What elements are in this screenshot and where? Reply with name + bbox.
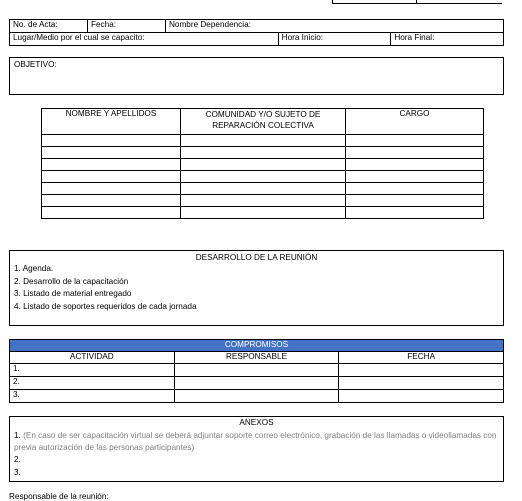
compromiso-actividad-cell[interactable]: 3. [10, 390, 175, 403]
anexos-item-3[interactable]: 3. [14, 468, 21, 477]
responsable-label: Responsable de la reunión: [9, 492, 109, 501]
attendee-row [42, 195, 484, 207]
col-actividad-header: ACTIVIDAD [10, 352, 175, 364]
dependencia-field[interactable]: Nombre Dependencia: [166, 20, 504, 33]
attendee-nombre-cell[interactable] [42, 147, 181, 159]
anexos-item-1-number: 1. [14, 431, 21, 440]
attendees-table [41, 108, 484, 219]
attendee-comunidad-cell[interactable] [181, 195, 346, 207]
desarrollo-item: 4. Listado de soportes requeridos de cada jornada [14, 302, 197, 311]
anexos-title: ANEXOS [239, 418, 274, 427]
attendee-cargo-cell[interactable] [346, 195, 484, 207]
attendee-cargo-cell[interactable] [346, 147, 484, 159]
attendee-comunidad-cell[interactable] [181, 207, 346, 219]
compromiso-responsable-cell[interactable] [174, 364, 339, 377]
desarrollo-box [9, 250, 504, 326]
compromiso-responsable-cell[interactable] [174, 377, 339, 390]
anexos-item-1[interactable] [14, 430, 500, 454]
anexos-box [9, 416, 504, 482]
attendee-nombre-cell[interactable] [42, 135, 181, 147]
desarrollo-item: 1. Agenda. [14, 264, 54, 273]
attendee-nombre-cell[interactable] [42, 159, 181, 171]
col-comunidad-header: COMUNIDAD Y/O SUJETO DE REPARACIÓN COLECTIVA [181, 109, 346, 135]
attendee-row [42, 183, 484, 195]
col-nombre-header: NOMBRE Y APELLIDOS [42, 109, 181, 135]
attendee-row [42, 171, 484, 183]
attendee-comunidad-cell[interactable] [181, 135, 346, 147]
compromiso-fecha-cell[interactable] [339, 364, 504, 377]
acta-field[interactable]: No. de Acta: [10, 20, 88, 33]
compromiso-responsable-cell[interactable] [174, 390, 339, 403]
objetivo-label: OBJETIVO: [14, 60, 57, 69]
hora-final-field[interactable]: Hora Final: [391, 33, 504, 46]
objetivo-box[interactable] [9, 57, 504, 95]
attendee-cargo-cell[interactable] [346, 171, 484, 183]
attendee-cargo-cell[interactable] [346, 207, 484, 219]
attendee-comunidad-cell[interactable] [181, 183, 346, 195]
attendee-row [42, 207, 484, 219]
attendee-comunidad-cell[interactable] [181, 159, 346, 171]
attendee-rows [42, 135, 484, 219]
lugar-field[interactable]: Lugar/Medio por el cual se capacito: [10, 33, 279, 46]
compromisos-title: COMPROMISOS [10, 340, 504, 352]
col-cargo-header: CARGO [346, 109, 484, 135]
desarrollo-title: DESARROLLO DE LA REUNIÓN [195, 253, 318, 262]
desarrollo-item: 2. Desarrollo de la capacitación [14, 277, 129, 286]
attendee-comunidad-cell[interactable] [181, 171, 346, 183]
compromiso-actividad-cell[interactable]: 1. [10, 364, 175, 377]
attendee-nombre-cell[interactable] [42, 171, 181, 183]
desarrollo-item: 3. Listado de material entregado [14, 289, 132, 298]
fecha-field[interactable]: Fecha: [88, 20, 166, 33]
top-border-fragment [332, 0, 416, 4]
col-responsable-header: RESPONSABLE [174, 352, 339, 364]
anexos-item-2[interactable]: 2. [14, 455, 21, 464]
attendee-cargo-cell[interactable] [346, 159, 484, 171]
attendee-row [42, 135, 484, 147]
compromisos-table [9, 339, 504, 403]
attendee-comunidad-cell[interactable] [181, 147, 346, 159]
attendee-cargo-cell[interactable] [346, 135, 484, 147]
compromiso-actividad-cell[interactable]: 2. [10, 377, 175, 390]
attendee-row [42, 159, 484, 171]
attendee-nombre-cell[interactable] [42, 207, 181, 219]
anexos-item-1-note: (En caso de ser capacitación virtual se deberá adjuntar soporte correo electrónico, grabación de las llamadas o videollamadas con previa autorización de las personas participantes) [14, 431, 497, 452]
attendee-nombre-cell[interactable] [42, 195, 181, 207]
compromiso-fecha-cell[interactable] [339, 377, 504, 390]
attendee-cargo-cell[interactable] [346, 183, 484, 195]
compromiso-fecha-cell[interactable] [339, 390, 504, 403]
attendee-nombre-cell[interactable] [42, 183, 181, 195]
hora-inicio-field[interactable]: Hora Inicio: [278, 33, 391, 46]
header-table [9, 19, 504, 46]
top-border-fragment-right [416, 0, 502, 4]
col-fecha-header: FECHA [339, 352, 504, 364]
attendee-row [42, 147, 484, 159]
